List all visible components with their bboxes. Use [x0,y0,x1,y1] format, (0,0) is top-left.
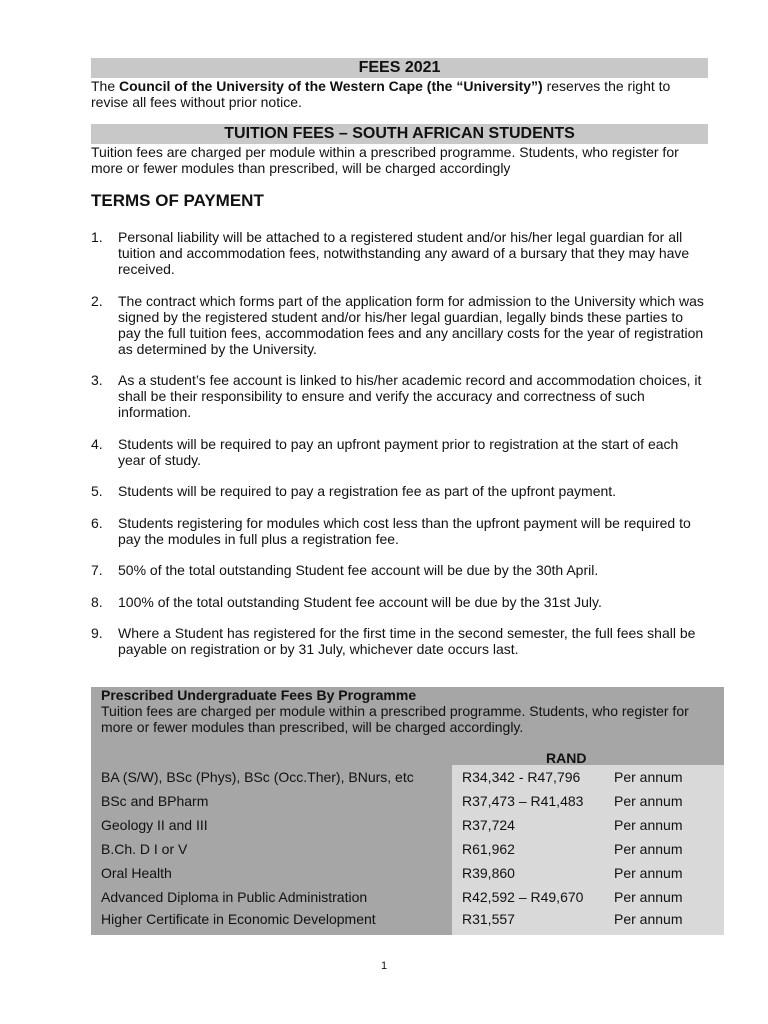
programme-cell: B.Ch. D I or V [91,837,452,861]
amount-cell: R42,592 – R49,670 [452,885,614,909]
fees-table [91,687,724,933]
amount-cell: R39,860 [452,861,614,885]
item-text: 100% of the total outstanding Student fee account will be due by the 31st July. [118,593,602,610]
table-row [91,909,724,933]
page-number: 1 [380,960,388,972]
amount-cell: R61,962 [452,837,614,861]
terms-item [91,229,708,277]
item-text: Students registering for modules which cost less than the upfront payment will be required to pay the modules in full plus a registration fee. [118,514,691,547]
terms-item [91,372,708,420]
fees-table-header [91,687,724,765]
amount-cell: R37,724 [452,813,614,837]
amount-cell: R37,473 – R41,483 [452,789,614,813]
item-text: The contract which forms part of the application form for admission to the University which was signed by the registered student and/or his/her legal guardian, legally binds these parties to pay the full tuition fees, accommodation fees and any ancillary costs for the year of registration as determined by the University. [118,292,704,357]
programme-cell: BSc and BPharm [91,789,452,813]
item-number: 2. [91,292,103,309]
table-row [91,789,724,813]
item-text: 50% of the total outstanding Student fee account will be due by the 30th April. [118,562,599,578]
item-text: Students will be required to pay an upfront payment prior to registration at the start of each year of study. [118,435,679,468]
terms-item [91,483,708,499]
item-number: 8. [91,593,103,610]
period-cell: Per annum [614,861,724,885]
amount-cell: R31,557 [452,907,614,935]
terms-item [91,594,708,610]
terms-item [91,625,708,657]
item-text: Students will be required to pay a registration fee as part of the upfront payment. [118,483,617,499]
terms-item [91,436,708,468]
programme-cell: BA (S/W), BSc (Phys), BSc (Occ.Ther), BNurs, etc [91,765,452,789]
item-number: 3. [91,372,103,388]
table-row [91,765,724,789]
item-number: 6. [91,514,103,531]
item-text: Personal liability will be attached to a registered student and/or his/her legal guardian for all tuition and accommodation fees, notwithstanding any award of a bursary that they may have received. [118,229,690,277]
item-number: 5. [91,483,103,499]
programme-cell: Oral Health [91,861,452,885]
document-page [91,58,708,673]
terms-list [91,229,708,657]
intro-suffix: reserves the right to revise all fees without prior notice. [91,78,671,110]
table-row [91,861,724,885]
fees-title: FEES 2021 [91,58,708,78]
item-text: Where a Student has registered for the first time in the second semester, the full fees shall be payable on registration or by 31 July, whichever date occurs last. [118,625,696,657]
programme-cell: Advanced Diploma in Public Administration [91,885,452,909]
intro-paragraph [91,78,708,110]
period-cell: Per annum [614,837,724,861]
amount-cell: R34,342 - R47,796 [452,765,614,789]
period-cell: Per annum [614,765,724,789]
programme-cell: Higher Certificate in Economic Development [91,907,452,935]
period-cell: Per annum [614,885,724,909]
item-number: 4. [91,435,103,452]
tuition-paragraph: Tuition fees are charged per module within a prescribed programme. Students, who register for more or fewer modules than prescribed, will be charged accordingly [91,144,679,176]
fees-table-title: Prescribed Undergraduate Fees By Programme [101,687,417,703]
period-cell: Per annum [614,789,724,813]
programme-cell: Geology II and III [91,813,452,837]
terms-item [91,562,708,578]
table-row [91,885,724,909]
item-number: 9. [91,625,103,641]
fees-table-description: Tuition fees are charged per module within a prescribed programme. Students, who register for more or fewer modules than prescribed, will be charged accordingly. [101,703,689,735]
intro-bold: Council of the University of the Western Cape (the “University”) [119,78,543,94]
period-cell: Per annum [614,907,724,935]
table-row [91,837,724,861]
item-number: 1. [91,229,103,245]
tuition-title: TUITION FEES – SOUTH AFRICAN STUDENTS [91,124,708,144]
terms-item [91,515,708,547]
period-cell: Per annum [614,813,724,837]
intro-prefix: The [91,78,120,94]
terms-heading: TERMS OF PAYMENT [91,191,264,210]
currency-header: RAND [546,750,587,766]
item-text: As a student’s fee account is linked to his/her academic record and accommodation choices, it shall be their responsibility to ensure and verify the accuracy and correctness of such information. [118,372,702,420]
terms-item [91,293,708,357]
table-row [91,813,724,837]
item-number: 7. [91,562,103,578]
